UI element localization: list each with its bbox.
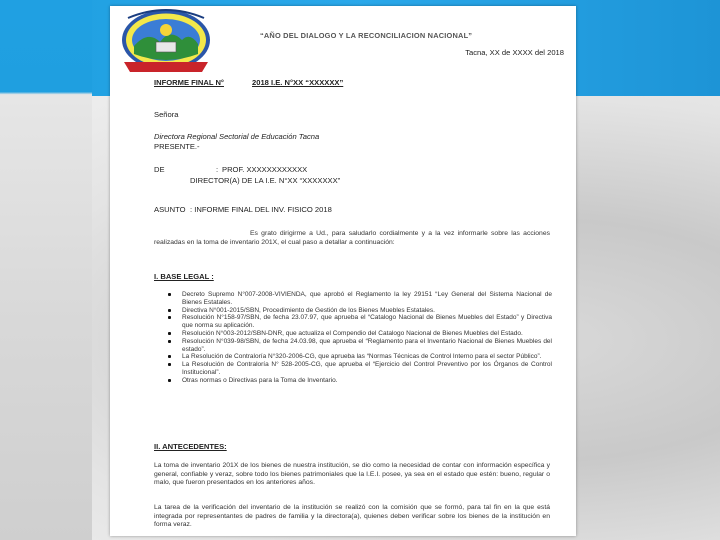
report-label: INFORME FINAL N° bbox=[154, 78, 224, 87]
bullet-icon bbox=[168, 355, 171, 358]
left-margin-strip bbox=[0, 0, 92, 540]
de-colon: : bbox=[216, 165, 219, 174]
legal-item: La Resolución de Contraloría N° 528-2005-CG, que aprueba el “Ejercicio del Control Preventivo por los Órganos de Control Institucional”. bbox=[168, 361, 552, 377]
legal-item: Decreto Supremo N°007-2008-VIVIENDA, que aprobó el Reglamento la ley 29151 “Ley General del Sistema Nacional de Bienes Estatales. bbox=[168, 291, 552, 307]
legal-item: Directiva N°001-2015/SBN, Procedimiento de Gestión de los Bienes Muebles Estatales. bbox=[168, 307, 552, 315]
presente-label: PRESENTE.- bbox=[154, 142, 200, 151]
antecedentes-paragraph-1: La toma de inventario 201X de los bienes de nuestra institución, se dio como la necesidad de contar con información específica y general, confiable y veraz, sobre todo los bienes patrimoniales que la I.E.I. posee, ya sea en el estado que estén: bueno, regular o malo, que fueron presentados en los anteriores años. bbox=[154, 462, 550, 487]
bullet-icon bbox=[168, 332, 171, 335]
bullet-icon bbox=[168, 379, 171, 382]
de-label: DE bbox=[154, 165, 165, 174]
de-value: PROF. XXXXXXXXXXXX bbox=[222, 165, 308, 174]
year-motto: “AÑO DEL DIALOGO Y LA RECONCILIACION NACIONAL” bbox=[260, 31, 473, 40]
de-role: DIRECTOR(A) DE LA I.E. N°XX “XXXXXXX” bbox=[190, 176, 341, 185]
legal-list bbox=[168, 291, 552, 385]
antecedentes-paragraph-2: La tarea de la verificación del inventario de la institución se realizó con la comisión que se formó, para tal fin en la que está integrada por representantes de padres de familia y la directora(a), quienes deben verificar sobre los bienes de la institución en forma veraz. bbox=[154, 504, 550, 529]
asunto-label: ASUNTO bbox=[154, 205, 186, 214]
salutation: Señora bbox=[154, 110, 179, 119]
recipient: Directora Regional Sectorial de Educación Tacna bbox=[154, 132, 320, 141]
document-page bbox=[110, 6, 576, 536]
legal-item: Resolución N°158-97/SBN, de fecha 23.07.97, que aprueba el “Catalogo Nacional de Bienes Muebles del Estado” y Directiva que norma su aplicación. bbox=[168, 314, 552, 330]
report-number: 2018 I.E. N°XX “XXXXXX” bbox=[252, 78, 344, 87]
asunto-value: : INFORME FINAL DEL INV. FISICO 2018 bbox=[190, 205, 332, 214]
bullet-icon bbox=[168, 363, 171, 366]
legal-item: Otras normas o Directivas para la Toma de Inventario. bbox=[168, 377, 552, 385]
legal-item: Resolución N°003-2012/SBN-DNR, que actualiza el Compendio del Catalogo Nacional de Bienes Muebles del Estado. bbox=[168, 330, 552, 338]
bullet-icon bbox=[168, 293, 171, 296]
institution-seal-logo bbox=[118, 8, 214, 78]
bullet-icon bbox=[168, 309, 171, 312]
legal-item: La Resolución de Contraloría N°320-2006-CG, que aprueba las “Normas Técnicas de Control Interno para el sector Público”. bbox=[168, 353, 552, 361]
section-base-legal: I. BASE LEGAL : bbox=[154, 272, 214, 281]
bullet-icon bbox=[168, 316, 171, 319]
intro-paragraph: Es grato dirigirme a Ud., para saludarlo cordialmente y a la vez informarle sobre las acciones realizadas en la toma de inventario 201X, el cual paso a detallar a continuación: bbox=[154, 230, 550, 246]
legal-item: Resolución N°039-98/SBN, de fecha 24.03.98, que aprueba el “Reglamento para el Inventario Nacional de Bienes Muebles del estado”. bbox=[168, 338, 552, 354]
bullet-icon bbox=[168, 340, 171, 343]
date-line: Tacna, XX de XXXX del 2018 bbox=[465, 48, 564, 57]
section-antecedentes: II. ANTECEDENTES: bbox=[154, 442, 227, 451]
